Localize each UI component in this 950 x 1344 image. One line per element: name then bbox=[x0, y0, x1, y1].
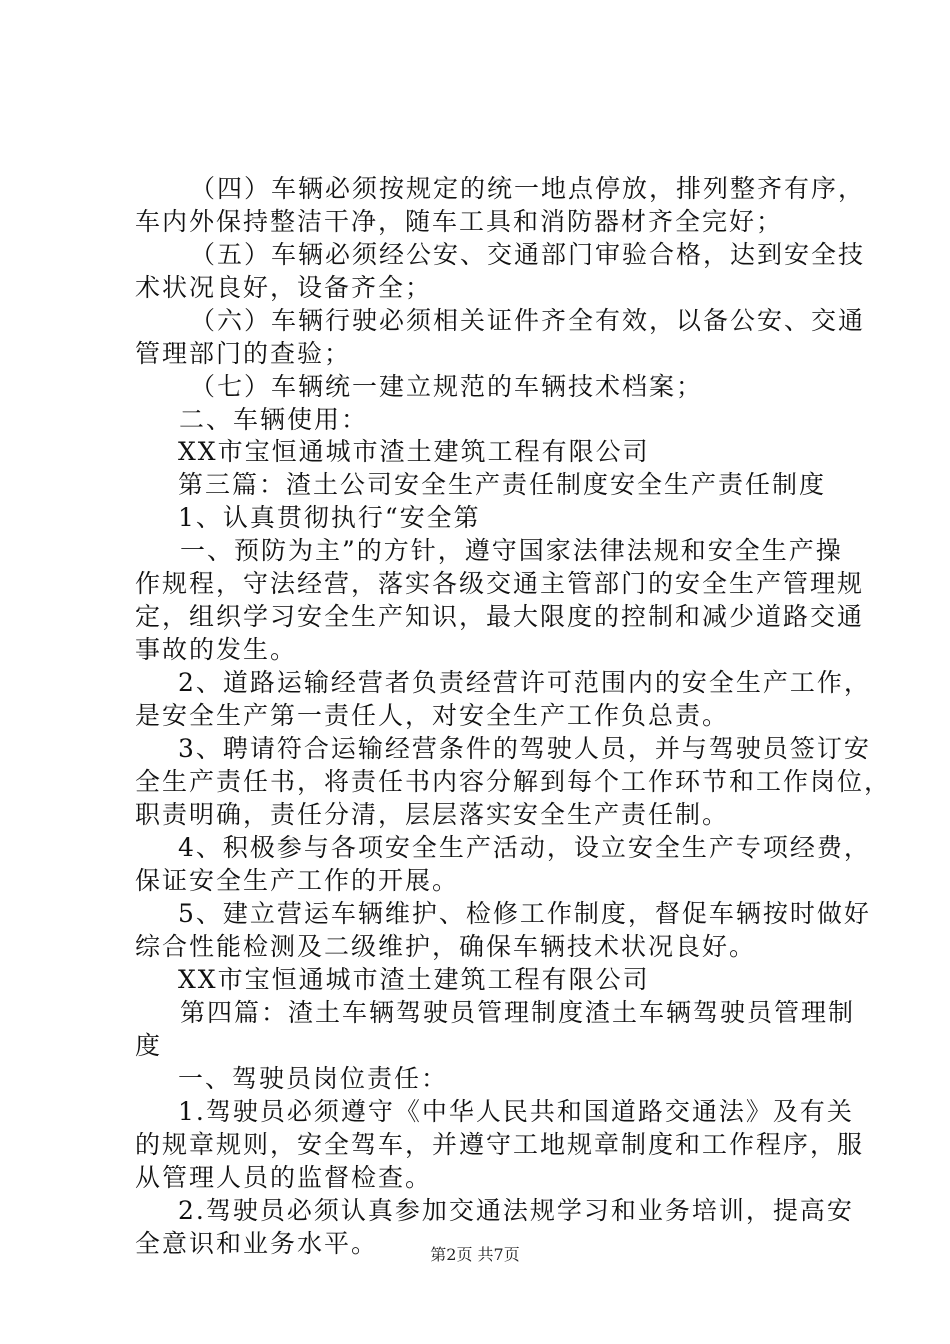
text-line: 定，组织学习安全生产知识，最大限度的控制和减少道路交通 bbox=[135, 602, 865, 631]
text-line: 5、建立营运车辆维护、检修工作制度，督促车辆按时做好 bbox=[178, 899, 871, 928]
text-line: 是安全生产第一责任人，对安全生产工作负总责。 bbox=[135, 701, 730, 730]
text-line: （四）车辆必须按规定的统一地点停放，排列整齐有序， bbox=[190, 174, 866, 203]
text-line: 1.驾驶员必须遵守《中华人民共和国道路交通法》及有关 bbox=[178, 1097, 854, 1126]
text-line: 管理部门的查验； bbox=[135, 339, 352, 368]
text-line: 事故的发生。 bbox=[135, 635, 298, 664]
section-heading: 二、车辆使用： bbox=[179, 405, 369, 434]
text-line: 全意识和业务水平。 bbox=[135, 1229, 379, 1258]
text-line: 保证安全生产工作的开展。 bbox=[135, 866, 460, 895]
chapter-title: 第三篇：渣土公司安全生产责任制度安全生产责任制度 bbox=[178, 470, 827, 499]
text-line: 1、认真贯彻执行“安全第 bbox=[178, 503, 481, 532]
company-signature: XX市宝恒通城市渣土建筑工程有限公司 bbox=[178, 437, 650, 466]
text-line: 车内外保持整洁干净，随车工具和消防器材齐全完好； bbox=[135, 207, 784, 236]
page-footer: 第2页 共7页 bbox=[430, 1245, 520, 1264]
text-line: 3、聘请符合运输经营条件的驾驶人员，并与驾驶员签订安 bbox=[178, 734, 871, 763]
text-line: 4、积极参与各项安全生产活动，设立安全生产专项经费， bbox=[178, 833, 871, 862]
text-line: 的规章规则，安全驾车，并遵守工地规章制度和工作程序，服 bbox=[135, 1130, 865, 1159]
text-line: 作规程，守法经营，落实各级交通主管部门的安全生产管理规 bbox=[135, 569, 865, 598]
text-line: 职责明确，责任分清，层层落实安全生产责任制。 bbox=[135, 800, 730, 829]
text-line: 一、预防为主”的方针，遵守国家法律法规和安全生产操 bbox=[180, 536, 843, 565]
chapter-title-continued: 度 bbox=[135, 1031, 163, 1060]
text-line: （五）车辆必须经公安、交通部门审验合格，达到安全技 bbox=[190, 240, 866, 269]
text-line: 全生产责任书，将责任书内容分解到每个工作环节和工作岗位， bbox=[135, 767, 892, 796]
text-line: 2、道路运输经营者负责经营许可范围内的安全生产工作， bbox=[178, 668, 871, 697]
text-line: （六）车辆行驶必须相关证件齐全有效，以备公安、交通 bbox=[190, 306, 866, 335]
chapter-title: 第四篇：渣土车辆驾驶员管理制度渣土车辆驾驶员管理制 bbox=[180, 998, 856, 1027]
text-line: 2.驾驶员必须认真参加交通法规学习和业务培训，提高安 bbox=[178, 1196, 854, 1225]
text-line: 从管理人员的监督检查。 bbox=[135, 1163, 433, 1192]
company-signature: XX市宝恒通城市渣土建筑工程有限公司 bbox=[178, 965, 650, 994]
text-line: 综合性能检测及二级维护，确保车辆技术状况良好。 bbox=[135, 932, 757, 961]
text-line: （七）车辆统一建立规范的车辆技术档案； bbox=[190, 372, 704, 401]
text-line: 术状况良好，设备齐全； bbox=[135, 273, 433, 302]
section-heading: 一、驾驶员岗位责任： bbox=[178, 1064, 449, 1093]
